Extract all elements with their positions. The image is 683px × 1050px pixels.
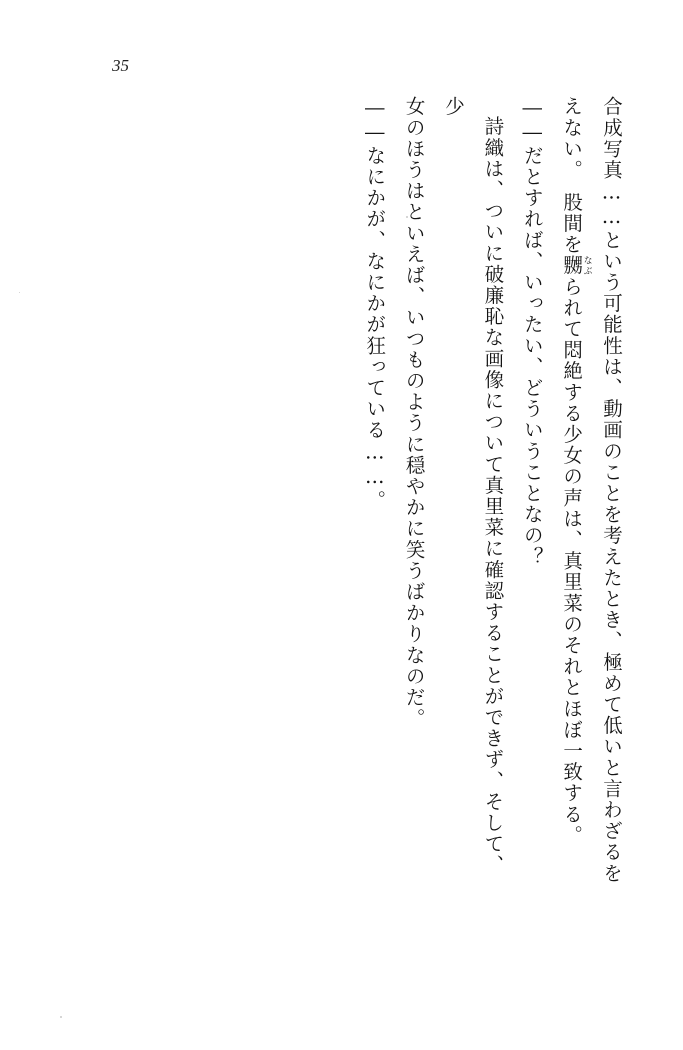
body-line: 詩織は、ついに破廉恥な画像について真里菜に確認することができず、そして、少 (442, 96, 505, 876)
scan-speck (60, 1016, 62, 1018)
ruby-base: 嬲 (560, 255, 584, 277)
line-segment: えない。 (560, 96, 584, 171)
body-line-with-ruby (552, 96, 592, 886)
ruby-annotation (560, 255, 592, 277)
body-line: ――だとすれば、いったい、どういうことなの？ (520, 96, 544, 568)
body-line: 女のほうはといえば、いつものように穏やかに笑うばかりなのだ。 (402, 96, 426, 729)
vertical-text-body (71, 96, 631, 886)
ruby-text: なぶ (581, 255, 592, 277)
body-line: ――なにかが、なにかが狂っている……。 (363, 96, 387, 511)
line-segment: 股間を (560, 170, 584, 256)
body-line: 合成写真……という可能性は、動画のことを考えたとき、極めて低いと言わざるを (600, 96, 623, 884)
page-number: 35 (112, 56, 129, 75)
scan-speck (19, 292, 20, 293)
line-segment: られて悶絶する少女の声は、真里菜のそれとほぼ一致する。 (560, 276, 584, 846)
